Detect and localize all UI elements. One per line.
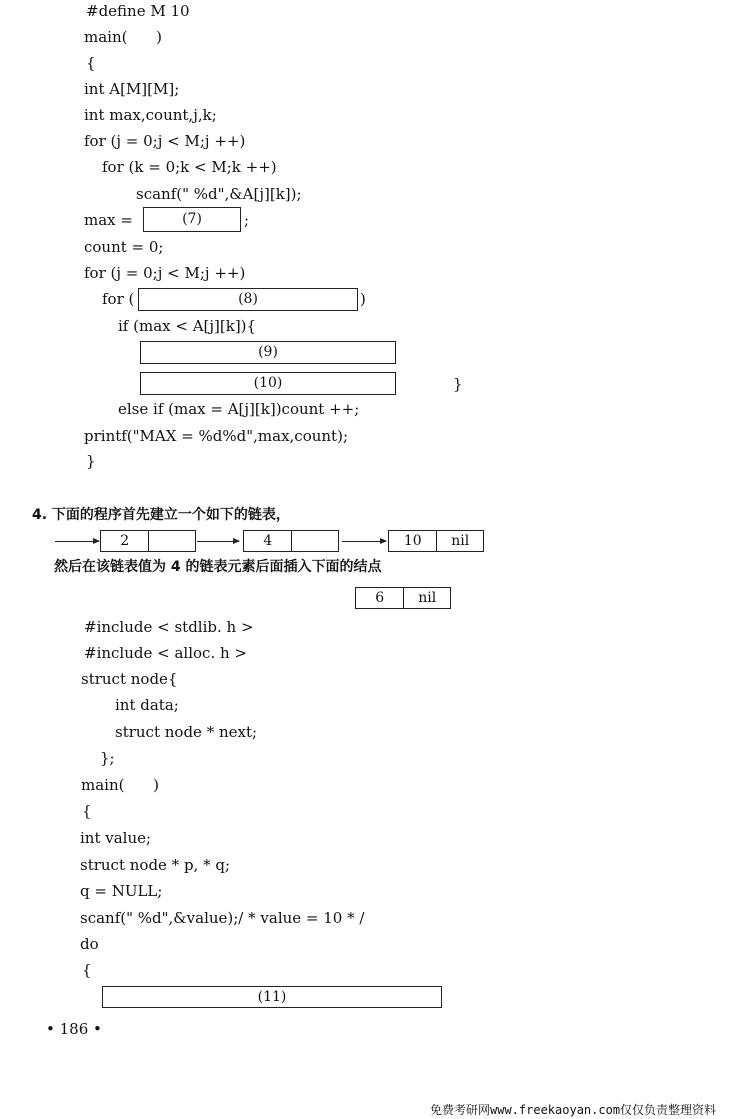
list-node (243, 530, 339, 552)
code-line: { (82, 802, 92, 820)
code-line: int max,count,j,k; (84, 106, 217, 124)
code-line: int value; (80, 829, 152, 847)
code-line: } (86, 452, 96, 470)
code-line: int data; (115, 696, 179, 714)
code-line: struct node * p, * q; (80, 856, 231, 874)
code-line: count = 0; (84, 238, 164, 256)
blank-8: (8) (138, 288, 358, 311)
code-line: int A[M][M]; (84, 80, 180, 98)
code-line: for ( (102, 290, 135, 308)
blank-7: (7) (143, 207, 241, 232)
code-line: ; (244, 211, 250, 229)
arrow-icon (197, 541, 239, 542)
blank-11: (11) (102, 986, 442, 1008)
code-line: q = NULL; (80, 882, 163, 900)
blank-10: (10) (140, 372, 396, 395)
code-line: max = (84, 211, 133, 229)
node-data: 2 (101, 531, 149, 551)
code-line: scanf(" %d",&value);/ * value = 10 * / (80, 909, 365, 927)
code-line: do (80, 935, 99, 953)
code-line: { (86, 54, 96, 72)
insert-node (355, 587, 451, 609)
code-line: struct node{ (81, 670, 178, 688)
code-line: main( ) (81, 776, 159, 794)
list-node (388, 530, 484, 552)
node-next (149, 531, 195, 551)
code-line: for (k = 0;k < M;k ++) (102, 158, 277, 176)
page-number: • 186 • (46, 1020, 102, 1038)
node-data: 6 (356, 588, 404, 608)
node-data: 10 (389, 531, 437, 551)
code-line: struct node * next; (115, 723, 258, 741)
code-line: ) (360, 290, 366, 308)
arrow-icon (55, 541, 99, 542)
code-line: #include < stdlib. h > (84, 618, 254, 636)
node-data: 4 (244, 531, 292, 551)
code-line: { (82, 961, 92, 979)
question-title: 4. 下面的程序首先建立一个如下的链表， (32, 507, 290, 523)
node-next (292, 531, 338, 551)
code-line: scanf(" %d",&A[j][k]); (136, 185, 302, 203)
list-node (100, 530, 196, 552)
code-line: printf("MAX = %d%d",max,count); (84, 427, 348, 445)
code-line: main( ) (84, 28, 162, 46)
code-line: if (max < A[j][k]){ (118, 317, 257, 335)
code-line: } (453, 375, 463, 393)
code-line: for (j = 0;j < M;j ++) (84, 132, 246, 150)
code-line: for (j = 0;j < M;j ++) (84, 264, 246, 282)
code-line: #include < alloc. h > (84, 644, 247, 662)
code-line: #define M 10 (86, 2, 190, 20)
node-next: nil (418, 590, 437, 606)
blank-9: (9) (140, 341, 396, 364)
code-line: else if (max = A[j][k])count ++; (118, 400, 360, 418)
question-text: 然后在该链表值为 4 的链表元素后面插入下面的结点 (54, 559, 382, 575)
footer-watermark: 免费考研网www.freekaoyan.com仅仅负责整理资料 (430, 1103, 717, 1117)
code-line: }; (100, 749, 115, 767)
node-next: nil (451, 533, 470, 549)
arrow-icon (342, 541, 386, 542)
